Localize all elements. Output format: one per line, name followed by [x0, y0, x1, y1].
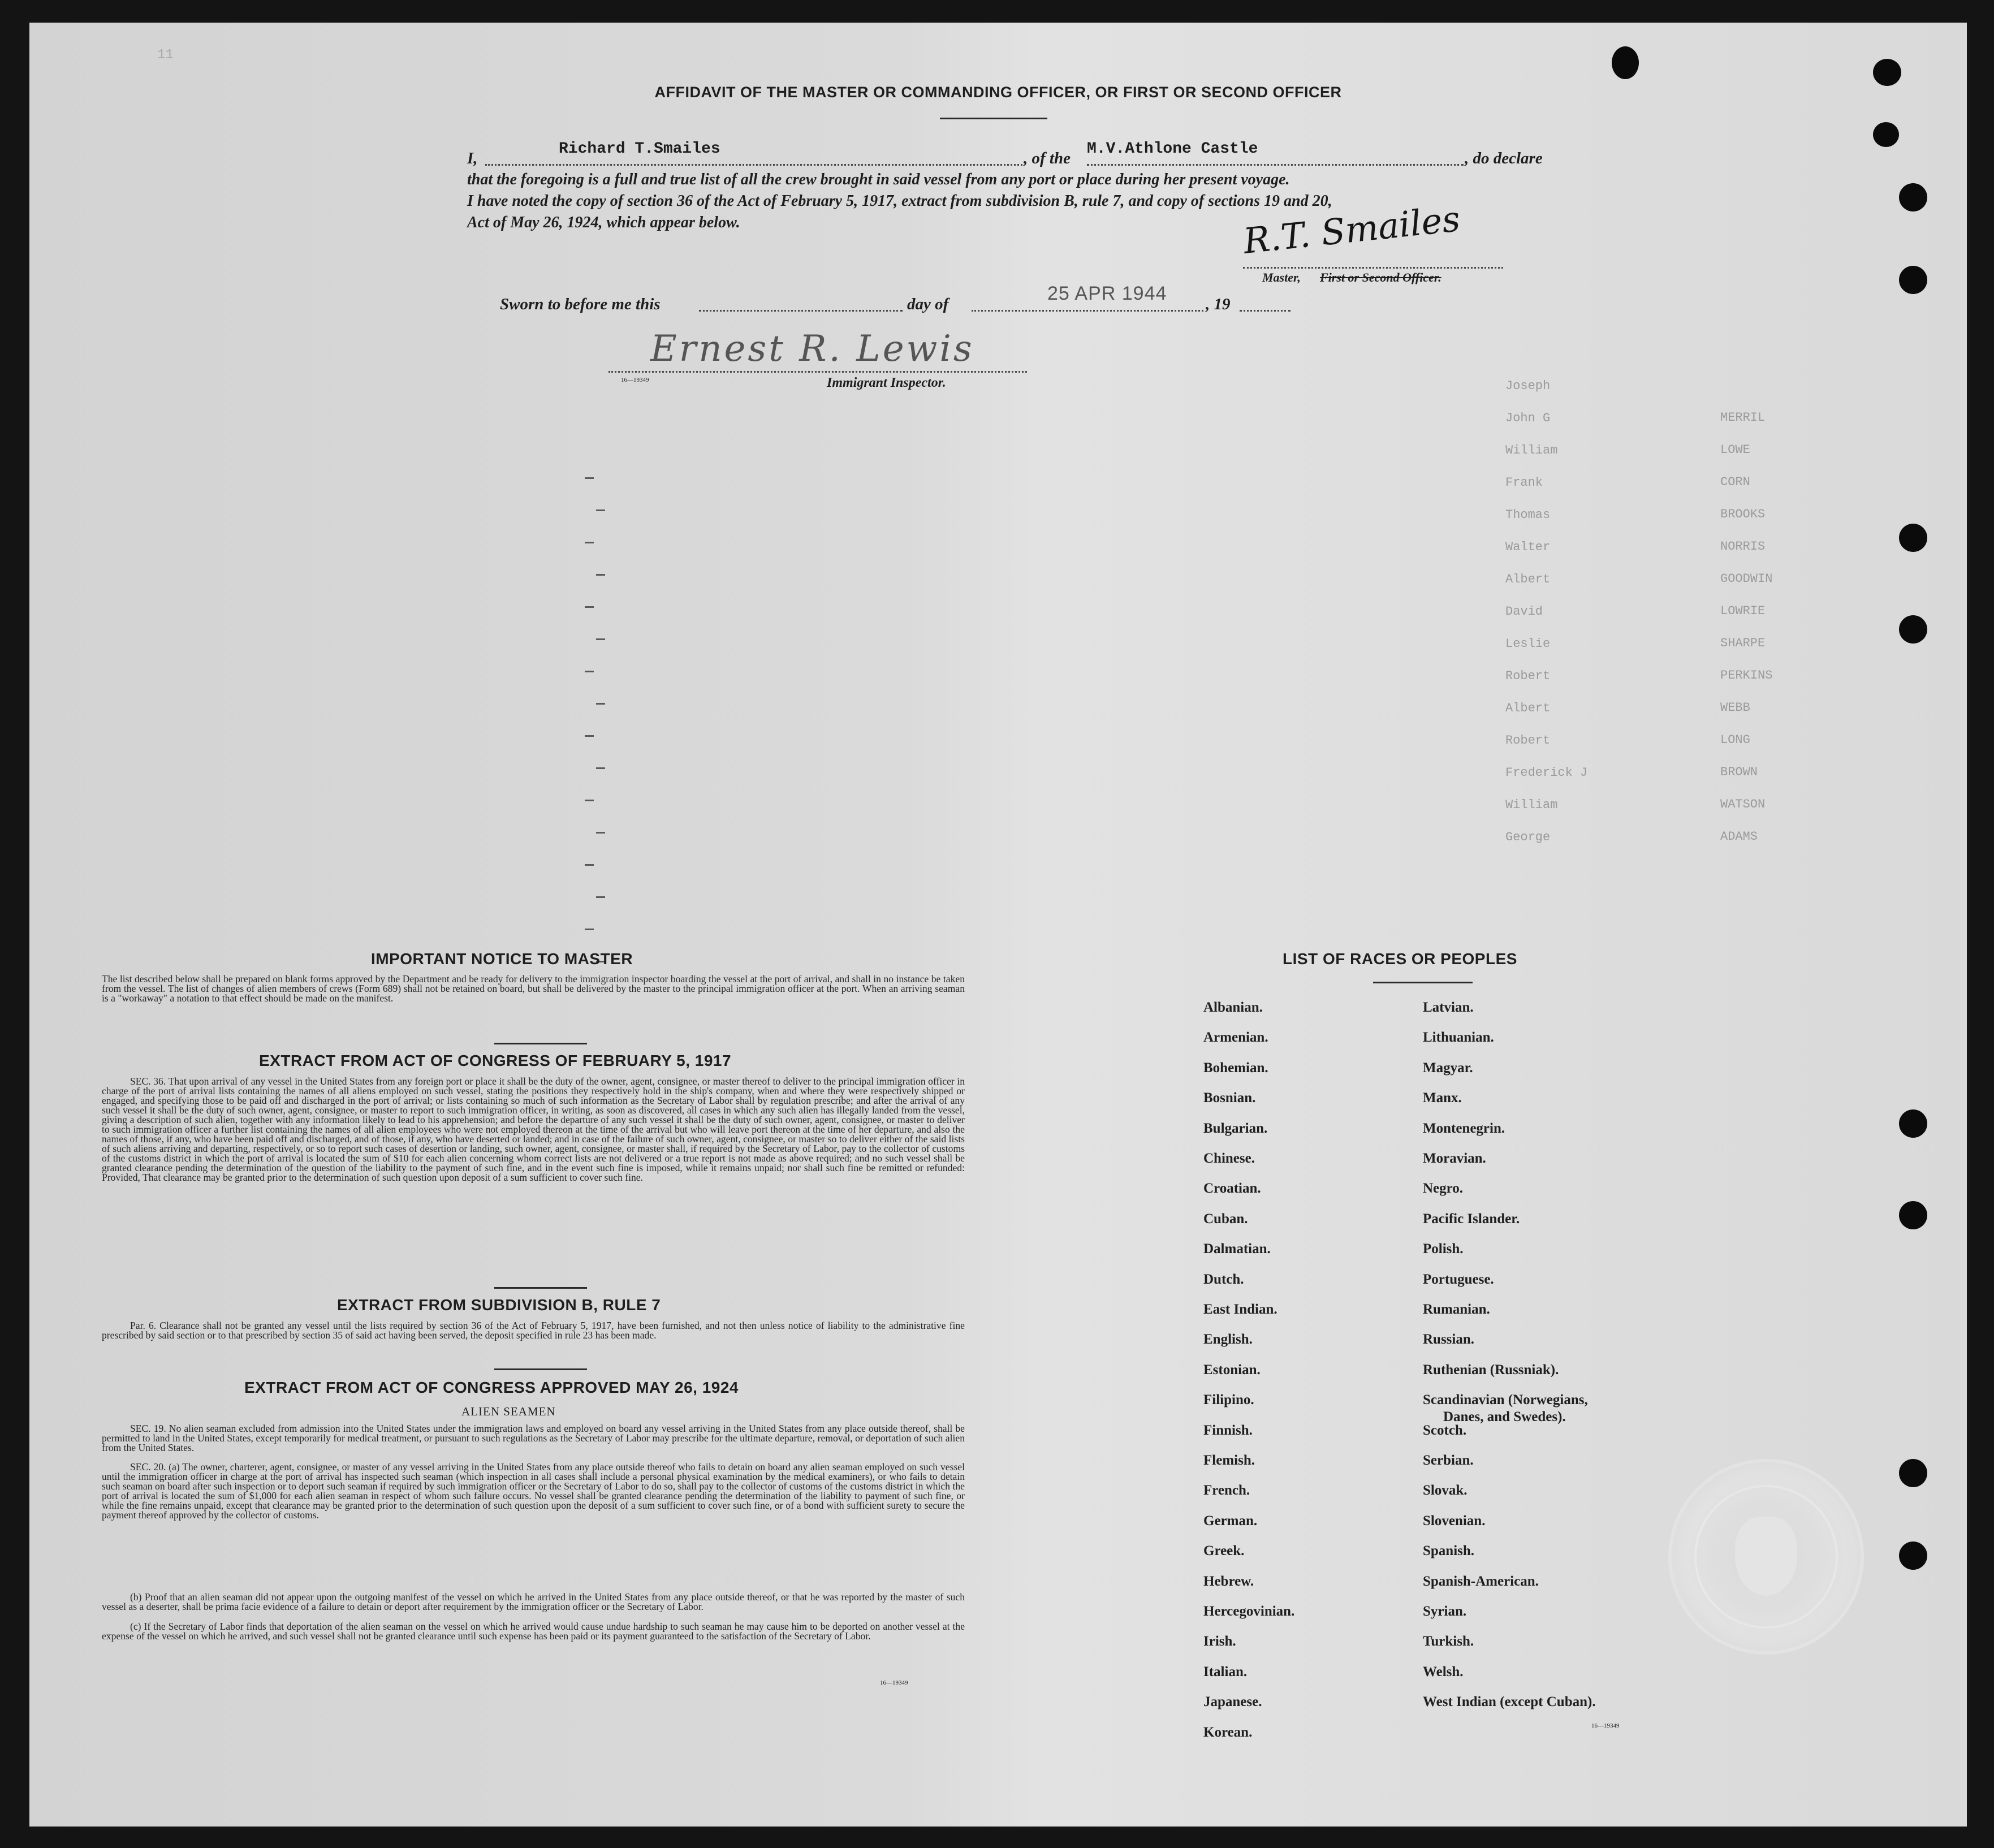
row-dash — [596, 703, 605, 705]
show-through-name: Robert — [1505, 669, 1551, 683]
show-through-name: George — [1505, 830, 1551, 844]
extract-1917-title: EXTRACT FROM ACT OF CONGRESS OF FEBRUARY 5, 1917 — [259, 1052, 732, 1069]
race-item: Turkish. — [1423, 1634, 1474, 1650]
master-name: Richard T.Smailes — [559, 140, 720, 158]
eagle-emblem — [1735, 1517, 1797, 1596]
race-item: Polish. — [1423, 1241, 1464, 1257]
extract-1924-title: EXTRACT FROM ACT OF CONGRESS APPROVED MAY 26, 1924 — [244, 1379, 739, 1396]
race-item: Welsh. — [1423, 1664, 1464, 1679]
punch-hole — [1612, 46, 1639, 79]
of-the-text: , of the — [1024, 149, 1071, 167]
extract-1924-sec19: SEC. 19. No alien seaman excluded from admission into the United States under the immigration laws and employed on board any vessel arriving in the United States from any place outside thereof, shall be permitted to land in the United States, except temporarily for medical treatment, or pursuant to such regulations as the Secretary of Labor may prescribe for the ultimate departure, removal, or deportation of such alien from the United States. — [102, 1423, 965, 1453]
punch-hole — [1899, 183, 1927, 211]
show-through-surname: GOODWIN — [1720, 572, 1773, 586]
race-item: Hebrew. — [1203, 1573, 1254, 1589]
rule7-rule — [494, 1368, 587, 1370]
race-item: Finnish. — [1203, 1422, 1253, 1438]
race-item: Japanese. — [1203, 1694, 1262, 1710]
race-item: Russian. — [1423, 1332, 1475, 1348]
extract-1924-sec20c: (c) If the Secretary of Labor finds that deportation of the alien seaman on the vessel on which he arrived would cause undue hardship to such seaman he may cause him to be deported on another vessel at the expense of the vessel on which he arrived, and such vessel shall not be granted clearance until such expense has been paid or its payment guaranteed to the satisfaction of the Secretary of Labor. — [102, 1621, 965, 1642]
show-through-surname: LONG — [1720, 733, 1750, 747]
race-item: Manx. — [1423, 1090, 1462, 1106]
race-item: Albanian. — [1203, 1000, 1263, 1015]
race-item: Slovak. — [1423, 1483, 1468, 1499]
punch-hole — [1899, 615, 1927, 644]
name-underline — [485, 164, 1022, 166]
race-item: Spanish-American. — [1423, 1573, 1539, 1589]
race-item: Syrian. — [1423, 1604, 1467, 1619]
race-item: Lithuanian. — [1423, 1030, 1494, 1046]
race-item: Dalmatian. — [1203, 1241, 1271, 1257]
show-through-name: Frederick J — [1505, 766, 1588, 780]
notice-rule — [494, 1043, 587, 1044]
show-through-name: Albert — [1505, 701, 1551, 715]
show-through-name: William — [1505, 443, 1558, 457]
row-dash — [585, 735, 594, 737]
extract-1924-form-number: 16—19349 — [880, 1679, 908, 1686]
punch-hole — [1873, 122, 1899, 147]
row-dash — [585, 800, 594, 801]
race-item: German. — [1203, 1513, 1258, 1529]
signature-underline — [1243, 267, 1503, 269]
race-item: Bohemian. — [1203, 1060, 1268, 1076]
race-item: Portuguese. — [1423, 1271, 1494, 1287]
punch-hole — [1899, 1201, 1927, 1229]
title-rule — [940, 118, 1047, 119]
row-dash — [596, 510, 605, 511]
race-item: Scotch. — [1423, 1422, 1467, 1438]
inspector-underline — [608, 371, 1027, 373]
row-dash — [585, 477, 594, 479]
race-item: Bulgarian. — [1203, 1120, 1268, 1136]
inspector-signature: Ernest R. Lewis — [650, 328, 974, 370]
inspector-label: Immigrant Inspector. — [827, 375, 946, 390]
affidavit-line1-prefix: I, — [467, 149, 478, 167]
race-item: Cuban. — [1203, 1211, 1248, 1227]
race-item: Estonian. — [1203, 1362, 1261, 1378]
punch-hole — [1899, 524, 1927, 552]
race-item: Moravian. — [1423, 1151, 1486, 1166]
row-dash — [585, 864, 594, 866]
race-item: Croatian. — [1203, 1181, 1261, 1197]
race-item: Korean. — [1203, 1724, 1253, 1740]
row-dash — [596, 832, 605, 834]
extract-1924-sec20a: SEC. 20. (a) The owner, charterer, agent, consignee, or master of any vessel arriving in the United States from any place outside thereof who fails to detain on board any alien seaman employed on such vessel until the immigration officer in charge at the port of arrival has inspected such seaman (which inspection in all cases shall include a personal physical examination by the medical examiners), or who fails to detain such seaman on board after such inspection or to deport such seaman if required by such immigration officer or the Secretary of Labor to do so, shall pay to the collector of customs of the customs district in which the port of arrival is located the sum of $1,000 for each alien seaman in respect of whom such failure occurs. No vessel shall be granted clearance pending the determination of the liability to payment of such fine, or while the fine remains unpaid, except that clearance may be granted prior to the determination of such question upon the deposit of a sum sufficient to cover such fine, or of a bond with sufficient surety to secure the payment thereof approved by the collector of customs. — [102, 1461, 965, 1521]
race-item: Slovenian. — [1423, 1513, 1486, 1529]
show-through-name: David — [1505, 605, 1543, 619]
page-number: 11 — [157, 48, 174, 63]
race-item: Montenegrin. — [1423, 1120, 1505, 1136]
show-through-surname: MERRIL — [1720, 411, 1766, 425]
alien-seamen-subtitle: ALIEN SEAMEN — [461, 1405, 556, 1418]
race-item: Spanish. — [1423, 1543, 1475, 1559]
inspector-form-number: 16—19349 — [621, 377, 649, 383]
extract-1924-sec20b: (b) Proof that an alien seaman did not appear upon the outgoing manifest of the vessel on which he arrived in the United States from any place outside thereof, or that he was reported by the master of such vessel as a deserter, shall be prima facie evidence of a failure to detain or deport after requirement by the immigration officer or the Secretary of Labor. — [102, 1591, 965, 1612]
show-through-surname: NORRIS — [1720, 539, 1766, 554]
race-item: Serbian. — [1423, 1453, 1474, 1468]
date-stamp: 25 APR 1944 — [1047, 283, 1167, 304]
show-through-surname: BROWN — [1720, 765, 1758, 779]
race-item: Rumanian. — [1423, 1302, 1490, 1317]
race-item: Greek. — [1203, 1543, 1245, 1559]
row-dash — [585, 671, 594, 672]
races-title: LIST OF RACES OR PEOPLES — [1283, 950, 1517, 968]
race-item: French. — [1203, 1483, 1250, 1499]
extract-1917-text: SEC. 36. That upon arrival of any vessel in the United States from any foreign port or place it shall be the duty of the owner, agent, consignee, or master thereof to deliver to the principal immigration officer in charge of the port of arrival lists containing the names of all aliens employed on such vessel, stating the positions they respectively hold in the ship's company, when and where they were respectively shipped or engaged, and specifying those to be paid off and discharged in the port of arrival; or lists containing so much of such information as the Secretary of Labor shall by regulation prescribe; and after the arrival of any such vessel it shall be the duty of such owner, agent, consignee, or master to report to such immigration officer, in writing, as soon as discovered, all cases in which any such alien has illegally landed from the vessel, giving a description of such alien, together with any information likely to lead to his apprehension; and before the departure of any such vessel it shall be the duty of such owner, agent, consignee, or master to deliver to such immigration officer a further list containing the names of all alien employees who were not employed thereon at the time of the arrival but who will leave port thereon at the time of her departure, and also the names of those, if any, who have been paid off and discharged, and of those, if any, who have deserted or landed; and in case of the failure of such owner, agent, consignee, or master so to deliver either of the said lists of such aliens arriving and departing, respectively, or so to report such cases of desertion or landing, such owner, agent, consignee, or master shall, if required by the Secretary of Labor, pay to the collector of customs of the customs district in which the port of arrival is located the sum of $10 for each alien concerning whom correct lists are not delivered or a true report is not made as above required; and no such vessel shall be granted clearance pending the determination of the question of the liability to the payment of such fine, and in the event such fine is imposed, while it remains unpaid; nor shall such fine be remitted or refunded: Provided, That clearance may be granted prior to the determination of such question upon deposit of a sum sufficient to cover such fine. — [102, 1076, 965, 1183]
row-dash — [596, 767, 605, 769]
row-dash — [596, 896, 605, 898]
race-item: Scandinavian (Norwegians, — [1423, 1392, 1588, 1408]
row-dash — [596, 574, 605, 576]
extract-1917-rule — [494, 1287, 587, 1289]
sworn-prefix: Sworn to before me this — [500, 295, 661, 313]
show-through-surname: WATSON — [1720, 797, 1766, 811]
affidavit-line3: I have noted the copy of section 36 of the Act of February 5, 1917, extract from subdivision B, rule 7, and copy of sections 19 and 20, — [467, 192, 1332, 210]
vessel-name: M.V.Athlone Castle — [1087, 140, 1258, 158]
races-form-number: 16—19349 — [1591, 1722, 1620, 1729]
race-item: Bosnian. — [1203, 1090, 1256, 1106]
race-item: Chinese. — [1203, 1151, 1255, 1166]
race-item: Negro. — [1423, 1181, 1464, 1197]
show-through-surname: BROOKS — [1720, 507, 1766, 521]
notice-title: IMPORTANT NOTICE TO MASTER — [371, 950, 633, 968]
race-item: Armenian. — [1203, 1030, 1268, 1046]
punch-hole — [1899, 1542, 1927, 1570]
races-rule — [1373, 982, 1473, 983]
race-item: Filipino. — [1203, 1392, 1254, 1408]
show-through-name: Joseph — [1505, 379, 1551, 393]
show-through-surname: SHARPE — [1720, 636, 1766, 650]
affidavit-title: AFFIDAVIT OF THE MASTER OR COMMANDING OFFICER, OR FIRST OR SECOND OFFICER — [654, 84, 1342, 101]
year-prefix: , 19 — [1206, 295, 1231, 313]
master-signature: R.T. Smailes — [1241, 198, 1462, 262]
show-through-name: Frank — [1505, 476, 1543, 490]
race-item: Magyar. — [1423, 1060, 1473, 1076]
affidavit-line2: that the foregoing is a full and true list of all the crew brought in said vessel from any port or place during her present voyage. — [467, 171, 1290, 188]
row-dash — [585, 929, 594, 930]
show-through-surname: CORN — [1720, 475, 1750, 489]
show-through-name: John G — [1505, 411, 1551, 425]
row-dash — [596, 638, 605, 640]
punch-hole — [1899, 1109, 1927, 1138]
show-through-surname: PERKINS — [1720, 668, 1773, 683]
show-through-surname: LOWRIE — [1720, 604, 1766, 618]
embossed-seal — [1668, 1459, 1864, 1655]
punch-hole — [1899, 266, 1927, 294]
row-dash — [585, 606, 594, 608]
do-declare-text: , do declare — [1465, 149, 1543, 167]
day-of-text: day of — [907, 295, 949, 313]
affidavit-line4: Act of May 26, 1924, which appear below. — [467, 214, 740, 231]
show-through-surname: ADAMS — [1720, 830, 1758, 844]
race-item: Danes, and Swedes). — [1443, 1409, 1566, 1425]
row-dash — [585, 542, 594, 543]
show-through-name: Albert — [1505, 572, 1551, 586]
notice-text: The list described below shall be prepared on blank forms approved by the Department and be ready for delivery to the immigration inspector boarding the vessel at the port of arrival, and shall in no instance be taken from the vessel. The list of changes of alien members of crews (Form 689) shall not be retained on board, but shall be delivered by the master to the principal immigration officer at the port. When an arriving seaman is a "workaway" a notation to that effect should be made on the manifest. — [102, 973, 965, 1004]
document-page — [29, 23, 1967, 1827]
show-through-surname: LOWE — [1720, 443, 1750, 457]
rule7-title: EXTRACT FROM SUBDIVISION B, RULE 7 — [337, 1296, 661, 1314]
show-through-name: William — [1505, 798, 1558, 812]
struck-officer-label: First or Second Officer. — [1320, 270, 1441, 284]
race-item: Latvian. — [1423, 1000, 1474, 1015]
race-item: East Indian. — [1203, 1302, 1277, 1317]
race-item: Dutch. — [1203, 1271, 1244, 1287]
race-item: Ruthenian (Russniak). — [1423, 1362, 1559, 1378]
race-item: Pacific Islander. — [1423, 1211, 1520, 1227]
show-through-name: Walter — [1505, 540, 1551, 554]
year-underline — [1240, 310, 1291, 312]
race-item: Irish. — [1203, 1634, 1236, 1650]
punch-hole — [1873, 59, 1901, 86]
show-through-name: Leslie — [1505, 637, 1551, 651]
punch-hole — [1899, 1459, 1927, 1487]
race-item: Italian. — [1203, 1664, 1248, 1679]
month-underline — [972, 310, 1203, 312]
show-through-name: Thomas — [1505, 508, 1551, 522]
sworn-day-underline — [699, 310, 903, 312]
race-item: West Indian (except Cuban). — [1423, 1694, 1596, 1710]
race-item: English. — [1203, 1332, 1253, 1348]
vessel-underline — [1087, 164, 1464, 166]
show-through-surname: WEBB — [1720, 701, 1750, 715]
race-item: Hercegovinian. — [1203, 1604, 1295, 1619]
race-item: Flemish. — [1203, 1453, 1255, 1468]
show-through-name: Robert — [1505, 733, 1551, 748]
master-label: Master, — [1262, 270, 1301, 284]
rule7-text: Par. 6. Clearance shall not be granted any vessel until the lists required by section 36 of the Act of February 5, 1917, have been furnished, and not then unless notice of liability to the administrative fine prescribed by said section or to that prescribed by section 35 of said act having been served, the deposit specified in rule 23 has been made. — [102, 1320, 965, 1341]
